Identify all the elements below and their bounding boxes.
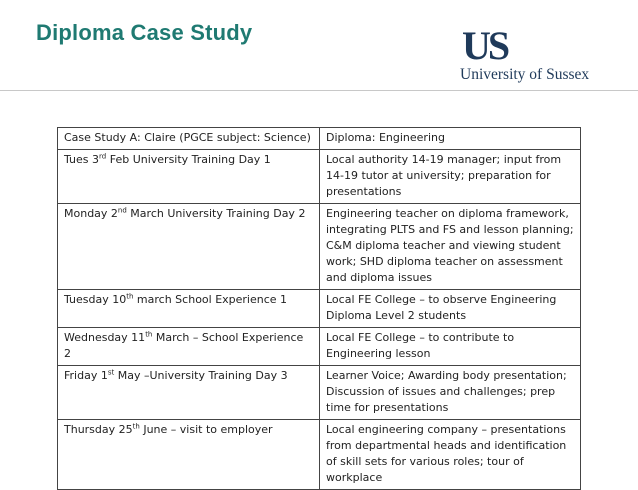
activity-cell: Local authority 14-19 manager; input from 14-19 tutor at university; preparation for presentations bbox=[320, 150, 581, 204]
case-study-label: Case Study A: Claire (PGCE subject: Science) bbox=[58, 128, 320, 150]
table-row bbox=[58, 150, 581, 204]
session-cell: Tuesday 10th march School Experience 1 bbox=[58, 290, 320, 328]
page-title: Diploma Case Study bbox=[36, 20, 253, 45]
table-row bbox=[58, 420, 581, 490]
table-header-row bbox=[58, 128, 581, 150]
session-cell: Friday 1st May –University Training Day 3 bbox=[58, 366, 320, 420]
header-divider bbox=[0, 90, 638, 91]
table-row bbox=[58, 366, 581, 420]
session-cell: Tues 3rd Feb University Training Day 1 bbox=[58, 150, 320, 204]
activity-cell: Local FE College – to observe Engineering Diploma Level 2 students bbox=[320, 290, 581, 328]
logo-name: University of Sussex bbox=[460, 66, 590, 83]
activity-cell: Learner Voice; Awarding body presentation; Discussion of issues and challenges; prep time for presentations bbox=[320, 366, 581, 420]
table-row bbox=[58, 290, 581, 328]
activity-cell: Local FE College – to contribute to Engineering lesson bbox=[320, 328, 581, 366]
logo-mark: US bbox=[462, 23, 508, 68]
session-cell: Monday 2nd March University Training Day 2 bbox=[58, 204, 320, 290]
session-cell: Wednesday 11th March – School Experience 2 bbox=[58, 328, 320, 366]
table-row bbox=[58, 204, 581, 290]
session-cell: Thursday 25th June – visit to employer bbox=[58, 420, 320, 490]
diploma-label: Diploma: Engineering bbox=[320, 128, 581, 150]
table-row bbox=[58, 328, 581, 366]
case-study-table bbox=[57, 127, 581, 490]
activity-cell: Local engineering company – presentations from departmental heads and identification of skill sets for various roles; tour of workplace bbox=[320, 420, 581, 490]
activity-cell: Engineering teacher on diploma framework, integrating PLTS and FS and lesson planning; C&M diploma teacher and viewing student work; SHD diploma teacher on assessment and diploma issues bbox=[320, 204, 581, 290]
university-logo bbox=[460, 23, 610, 88]
